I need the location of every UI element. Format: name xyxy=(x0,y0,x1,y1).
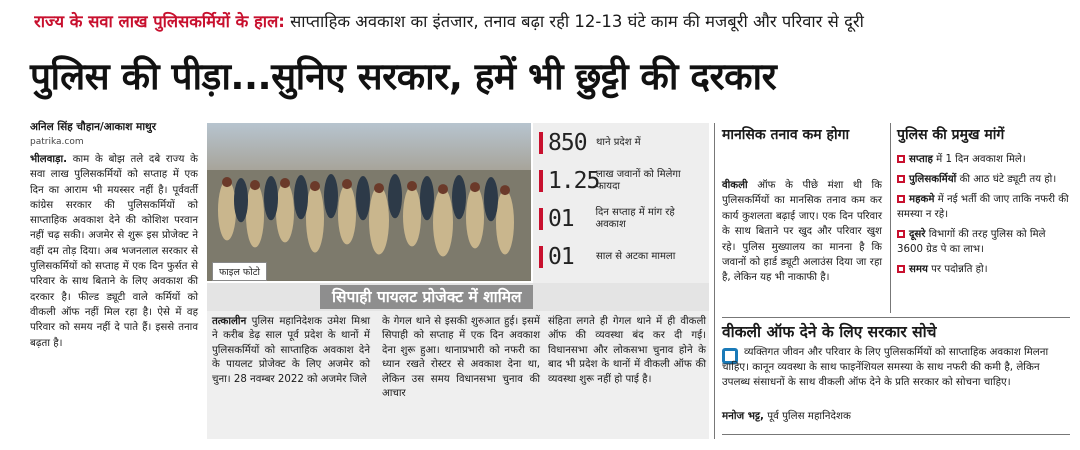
demand-text: की आठ घंटे ड्यूटी तय हो। xyxy=(956,174,1057,185)
stat-marker xyxy=(539,208,543,230)
pilot-title: सिपाही पायलट प्रोजेक्ट में शामिल xyxy=(320,285,533,309)
headline: पुलिस की पीड़ा...सुनिए सरकार, हमें भी छुट्टी की दरकार xyxy=(30,55,777,98)
demand-item xyxy=(897,227,1069,257)
pilot-text-a: पुलिस महानिदेशक उमेश मिश्रा ने करीब डेढ़ साल पूर्व प्रदेश के थानों में पुलिसकर्मियों को साप्ताहिक अवकाश देने के पायलट प्रोजेक्ट के लिए अजमेर को चुना। 28 नवम्बर 2022 को अजमेर जिले xyxy=(212,316,370,385)
kicker-text: साप्ताहिक अवकाश का इंतजार, तनाव बढ़ा रही 12-13 घंटे काम की मजबूरी और परिवार से दूरी xyxy=(284,12,864,31)
main-story-text xyxy=(30,152,198,351)
pilot-column-a xyxy=(212,315,370,387)
stat-label: लाख जवानों को मिलेगा फायदा xyxy=(595,169,681,192)
author-role: पूर्व पुलिस महानिदेशक xyxy=(763,410,851,422)
bullet-icon xyxy=(897,195,905,203)
opinion-head: वीकली ऑफ देने के लिए सरकार सोचे xyxy=(722,323,937,341)
source-label: patrika.com xyxy=(30,137,84,147)
pilot-column-c: संहिता लगते ही गेगल थाने में ही वीकली ऑफ की व्यवस्था बंद कर दी गई। विधानसभा और लोकसभा चुनाव होने के बाद भी प्रदेश के थानों में वीकली ऑफ की व्यवस्था शुरू नहीं हो पाई है। xyxy=(548,316,706,385)
opinion-author xyxy=(722,409,851,423)
author-name: मनोज भट्ट, xyxy=(722,410,764,422)
mental-body xyxy=(722,178,882,286)
byline: अनिल सिंह चौहान/आकाश माथुर xyxy=(30,121,157,133)
stat-label: दिन सप्ताह में मांग रहे अवकाश xyxy=(595,207,675,230)
pilot-lead: तत्कालीन xyxy=(212,316,247,327)
police-march-photo xyxy=(207,123,531,281)
stat-item xyxy=(537,203,707,235)
demand-lead: महकमे xyxy=(909,194,935,205)
demand-lead: समय xyxy=(909,264,928,275)
column-divider xyxy=(890,123,891,313)
mental-head: मानसिक तनाव कम होगा xyxy=(722,127,850,143)
stat-number: 850 xyxy=(548,130,587,156)
stat-item xyxy=(537,241,707,273)
demand-item xyxy=(897,262,1069,277)
stat-marker xyxy=(539,170,543,192)
pilot-column-b: के गेगल थाने से इसकी शुरुआत हुई। इसमें सिपाही को सप्ताह में एक दिन अवकाश देना शुरू हुआ। थानाप्रभारी को नफरी का ध्यान रखते रोस्टर से अवकाश देना था, लेकिन उस समय विधानसभा चुनाव की आचार xyxy=(382,316,540,400)
demand-text: विभागों की तरह पुलिस को मिले 3600 ग्रेड पे का लाभ। xyxy=(897,229,1046,255)
photo-caption: फाइल फोटो xyxy=(212,262,267,281)
stat-number: 1.25 xyxy=(547,168,600,194)
stat-marker xyxy=(539,132,543,154)
demand-text: पर पदोन्नति हो। xyxy=(927,264,988,275)
bullet-icon xyxy=(897,175,905,183)
main-story-body: काम के बोझ तले दबे राज्य के सवा लाख पुलिसकर्मियों को सप्ताह में एक दिन का आराम भी मयस्सर नहीं है। पूर्ववर्ती कांग्रेस सरकार की पुलिसकर्मियों को साप्ताहिक अवकाश देने की कोशिश परवान नहीं चढ़ सकी। अजमेर से शुरू इस प्रोजेक्ट ने वहीं दम तोड़ दिया। अब भजनलाल सरकार से पुलिसकर्मियों को सप्ताह में एक दिन फुर्सत से परिवार के साथ बिताने के लिए अवकाश की दरकार है। फील्ड ड्यूटी वाले कर्मियों को वीकली ऑफ नहीं मिल रहा है। ऐसे में वह परिवार को समय नहीं दे पाते हैं। इससे तनाव बढ़ता है। xyxy=(30,154,198,349)
stat-number: 01 xyxy=(548,244,574,270)
demand-item xyxy=(897,152,1069,167)
demand-text: में नई भर्ती की जाए ताकि नफरी की समस्या न रहे। xyxy=(897,194,1069,220)
demands-list xyxy=(897,152,1069,282)
stat-label: थाने प्रदेश में xyxy=(596,137,641,148)
kicker-highlight: राज्य के सवा लाख पुलिसकर्मियों के हाल: xyxy=(34,12,285,31)
section-divider xyxy=(722,317,1070,318)
section-divider xyxy=(722,434,1070,435)
stat-item xyxy=(537,165,707,197)
opinion-text: व्यक्तिगत जीवन और परिवार के लिए पुलिसकर्मियों को साप्ताहिक अवकाश मिलना चाहिए। कानून व्यवस्था के साथ फाइनेंशियल समस्या के साथ नफरी की कमी है, लेकिन उपलब्ध संसाधनों के साथ वीकली ऑफ देने के प्रति सरकार को सोचना चाहिए। xyxy=(722,346,1049,389)
demand-text: में 1 दिन अवकाश मिले। xyxy=(932,154,1026,165)
stat-number: 01 xyxy=(547,206,574,232)
demand-item xyxy=(897,192,1069,222)
dateline: भीलवाड़ा. xyxy=(30,154,67,165)
stat-label: साल से अटका मामला xyxy=(596,251,676,262)
demand-lead: दूसरे xyxy=(909,229,926,240)
stats-box xyxy=(533,123,709,283)
demand-item xyxy=(897,172,1069,187)
bullet-icon xyxy=(897,230,905,238)
stat-marker xyxy=(539,246,543,268)
bullet-icon xyxy=(897,155,905,163)
mental-lead: वीकली xyxy=(722,180,748,191)
bullet-icon xyxy=(897,265,905,273)
demand-lead: पुलिसकर्मियों xyxy=(909,174,957,185)
column-divider xyxy=(714,123,715,439)
stat-item xyxy=(537,127,707,159)
mental-text: ऑफ के पीछे मंशा थी कि पुलिसकर्मियों का मानसिक तनाव कम कर कार्य कुशलता बढ़ाई जाए। एक दिन परिवार के साथ बिताने पर खुद और परिवार खुश रहे। पुलिस मुख्यालय का मानना है कि जवानों को हार्ड ड्यूटी अलाउंस दिया जा रहा है, लेकिन यह भी नाकाफी है। xyxy=(722,180,882,284)
demand-lead: सप्ताह xyxy=(909,154,933,165)
kicker-line xyxy=(34,8,1074,36)
demands-head: पुलिस की प्रमुख मांगें xyxy=(897,127,1005,143)
